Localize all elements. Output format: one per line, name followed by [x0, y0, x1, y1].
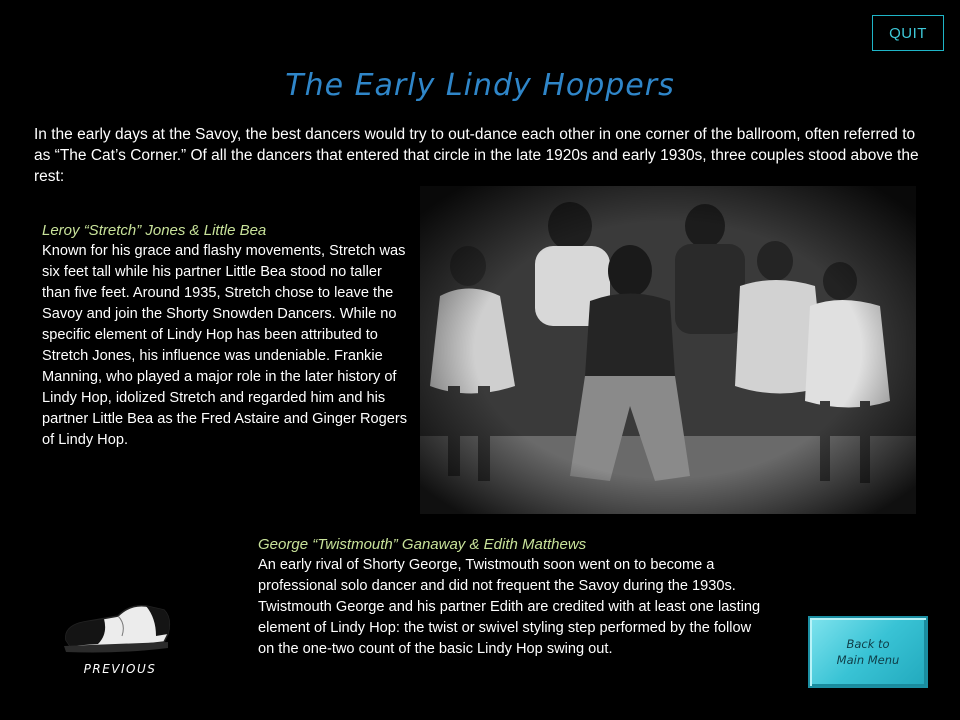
previous-button[interactable]: PREVIOUS	[83, 662, 157, 676]
dancers-photo	[420, 186, 916, 514]
couple-name: Leroy “Stretch” Jones & Little Bea	[42, 222, 267, 239]
couple-name: George “Twistmouth” Ganaway & Edith Matthews	[258, 536, 587, 553]
couple-section-twistmouth	[258, 534, 764, 660]
couple-description: An early rival of Shorty George, Twistmouth soon went on to become a professional solo dancer and did not frequent the Savoy during the 1930s. Twistmouth George and his partner Edith are credited with at least one lasting element of Lindy Hop: the twist or swivel styling step performed by the follow on the one-two count of the basic Lindy Hop swing out.	[258, 557, 761, 657]
quit-button[interactable]: QUIT	[872, 15, 944, 51]
page-title: The Early Lindy Hoppers	[285, 68, 675, 103]
spectator-shoe-icon[interactable]	[60, 596, 176, 658]
intro-paragraph: In the early days at the Savoy, the best dancers would try to out-dance each other in one corner of the ballroom, often referred to as “The Cat’s Corner.” Of all the dancers that entered that circle in the late 1920s and early 1930s, three couples stood above the rest:	[34, 126, 919, 185]
couple-section-stretch	[42, 220, 414, 451]
back-button-line1: Back to	[846, 637, 890, 651]
back-to-main-menu-button[interactable]	[808, 616, 928, 688]
back-button-line2: Main Menu	[836, 653, 900, 667]
couple-description: Known for his grace and flashy movements, Stretch was six feet tall while his partner Little Bea stood no taller than five feet. Around 1935, Stretch chose to leave the Savoy and join the Shorty Snowden Dancers. While no specific element of Lindy Hop has been attributed to Stretch Jones, his influence was undeniable. Frankie Manning, who played a major role in the later history of Lindy Hop, idolized Stretch and regarded him and his partner Little Bea as the Fred Astaire and Ginger Rogers of Lindy Hop.	[42, 243, 408, 448]
